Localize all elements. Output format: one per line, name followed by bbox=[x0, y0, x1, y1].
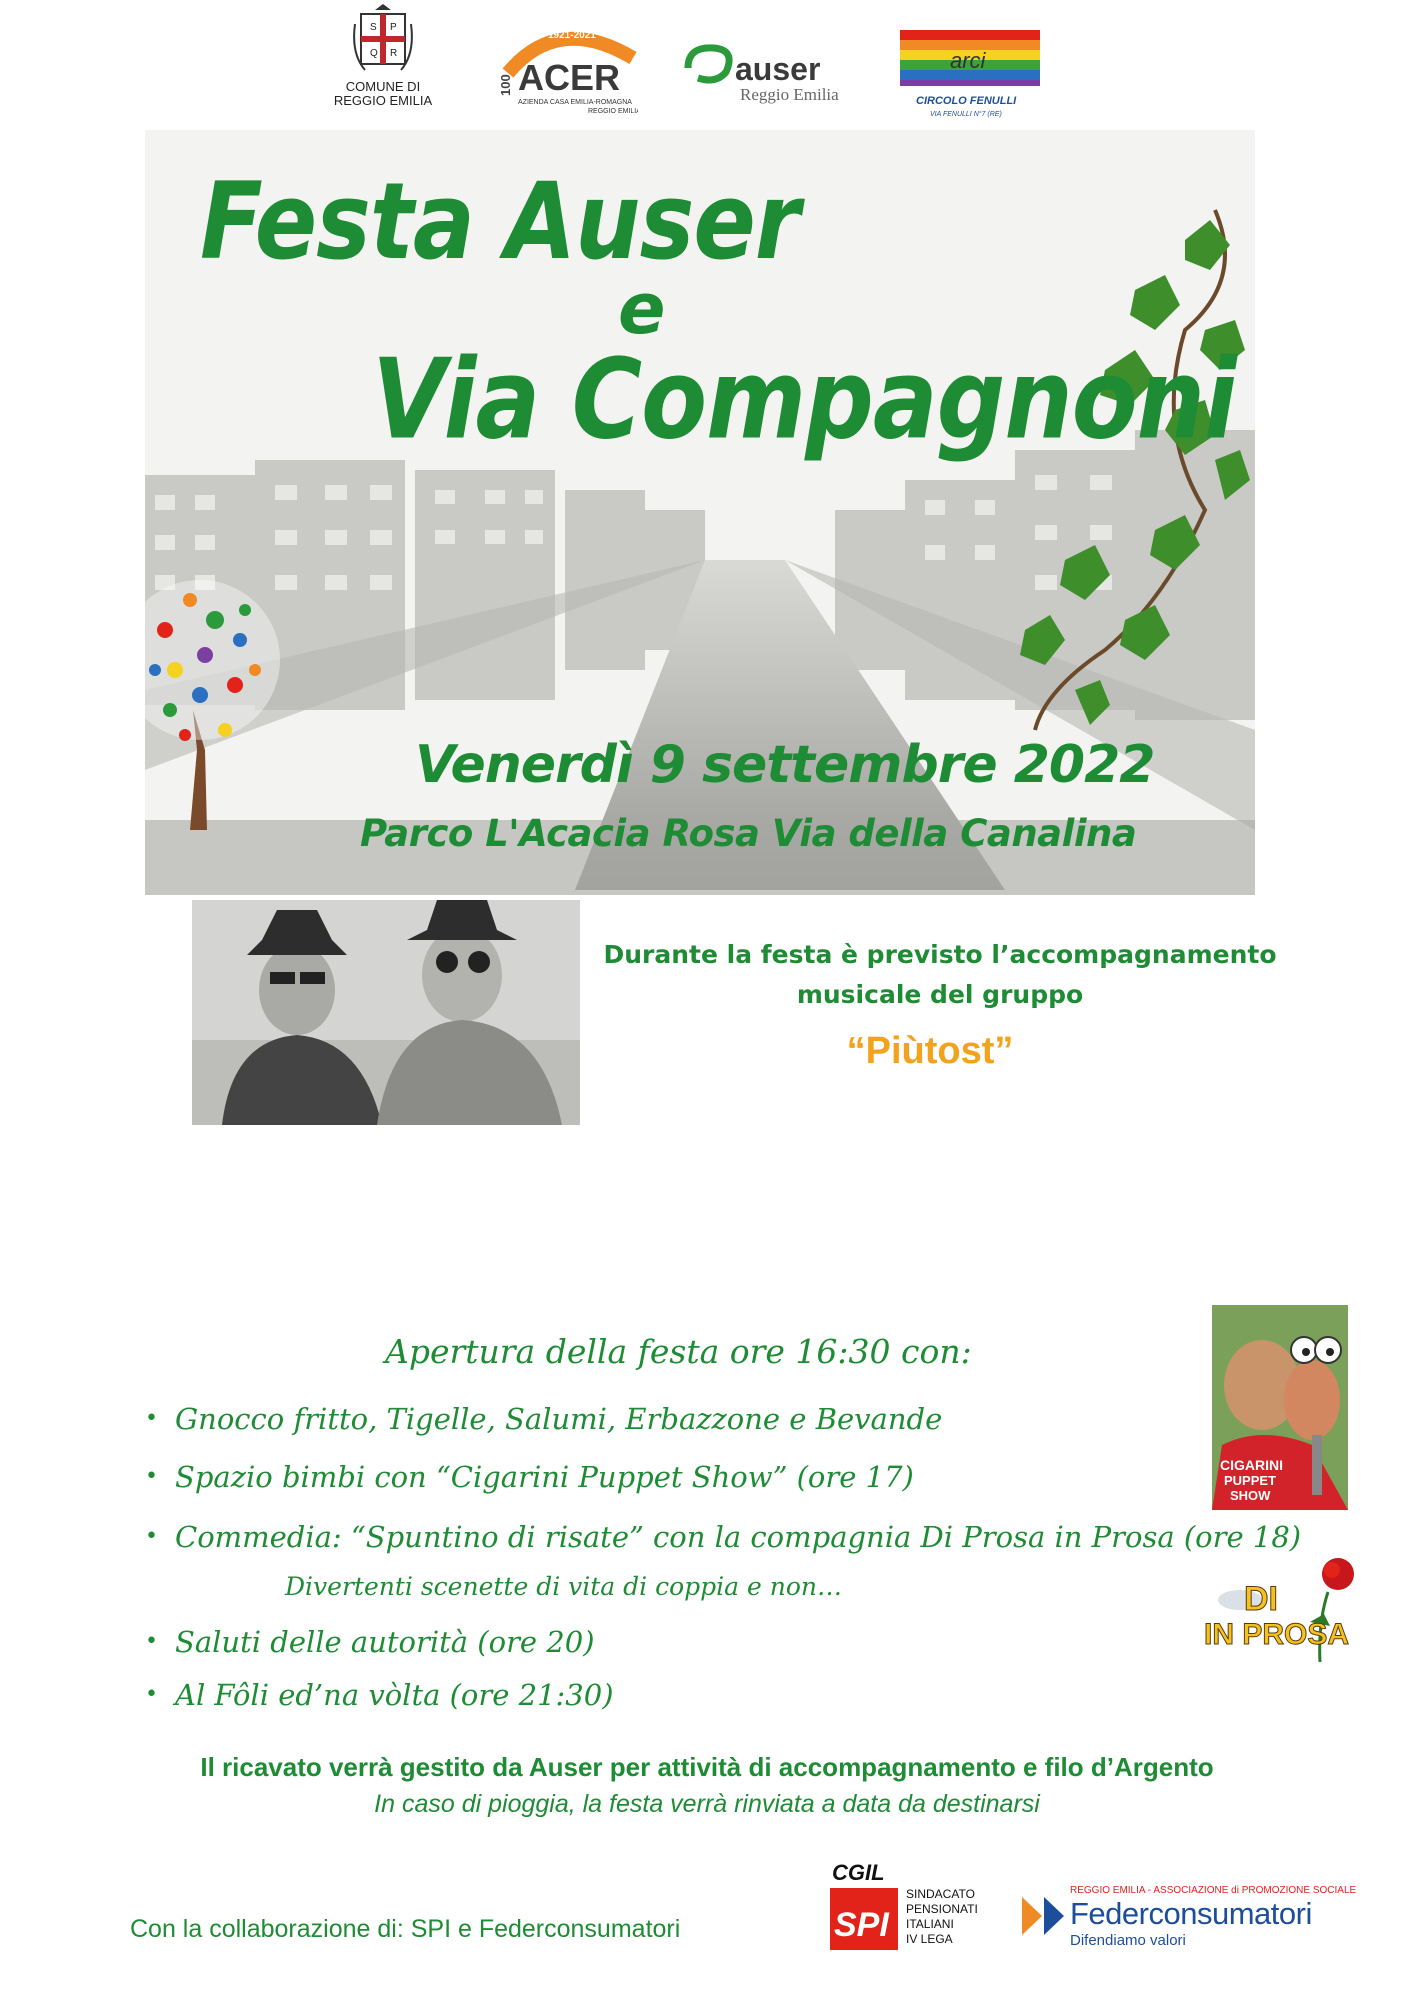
cgil-line3: ITALIANI bbox=[906, 1917, 954, 1931]
title-line-3: Via Compagnoni bbox=[372, 335, 1236, 464]
cgil-spi: SPI bbox=[834, 1906, 889, 1944]
program-item bbox=[145, 1625, 595, 1659]
rain-note: In caso di pioggia, la festa verrà rinviata a data da destinarsi bbox=[374, 1790, 1040, 1818]
acer-logo bbox=[488, 18, 638, 118]
music-intro bbox=[560, 935, 1320, 1015]
arci-name: arci bbox=[950, 48, 986, 73]
music-intro-line1: Durante la festa è previsto l’accompagnamento bbox=[603, 940, 1277, 969]
di-prosa-in-prosa-logo bbox=[1200, 1552, 1365, 1670]
bullet-icon: • bbox=[145, 1524, 158, 1549]
cgil-top: CGIL bbox=[832, 1860, 885, 1885]
program-item bbox=[145, 1678, 614, 1712]
collaboration-note: Con la collaborazione di: SPI e Federconsumatori bbox=[130, 1915, 681, 1943]
acer-prefix: 100 bbox=[498, 74, 513, 96]
comune-line2: REGGIO EMILIA bbox=[333, 93, 433, 108]
title-line-1: Festa Auser bbox=[200, 160, 800, 284]
program-item-text: Al Fôli ed’na vòlta (ore 21:30) bbox=[175, 1678, 614, 1712]
program-item-text: Spazio bimbi con “Cigarini Puppet Show” (ore 17) bbox=[175, 1460, 914, 1494]
event-place: Parco L'Acacia Rosa Via della Canalina bbox=[360, 812, 1137, 855]
spqr-crest-icon bbox=[353, 4, 413, 76]
arci-circle: CIRCOLO FENULLI bbox=[916, 95, 1017, 107]
comune-reggio-emilia-logo bbox=[328, 0, 438, 125]
program-heading: Apertura della festa ore 16:30 con: bbox=[385, 1332, 972, 1371]
program-item-text: Commedia: “Spuntino di risate” con la compagnia Di Prosa in Prosa (ore 18) bbox=[175, 1520, 1302, 1554]
event-date: Venerdì 9 settembre 2022 bbox=[415, 735, 1155, 795]
program-item-text: Saluti delle autorità (ore 20) bbox=[175, 1625, 595, 1659]
crest-letter-q: Q bbox=[370, 48, 378, 59]
program-item-text: Gnocco fritto, Tigelle, Salumi, Erbazzone e Bevande bbox=[175, 1402, 943, 1436]
crest-letter-s: S bbox=[370, 22, 377, 33]
acer-subtitle1: AZIENDA CASA EMILIA-ROMAGNA bbox=[518, 99, 632, 106]
program-item bbox=[145, 1520, 1301, 1554]
cgil-line2: PENSIONATI bbox=[906, 1902, 978, 1916]
crest-letter-p: P bbox=[390, 22, 397, 33]
proceeds-note: Il ricavato verrà gestito da Auser per attività di accompagnamento e filo d’Argento bbox=[200, 1752, 1214, 1782]
title-line-2: e bbox=[618, 268, 665, 350]
diprosa-line1: DI bbox=[1244, 1580, 1278, 1618]
cigarini-puppet-show-photo bbox=[1212, 1305, 1348, 1510]
auser-name: auser bbox=[735, 51, 821, 87]
federconsumatori-emblem-icon bbox=[1020, 1893, 1066, 1939]
puppet-sign-line3: SHOW bbox=[1230, 1488, 1271, 1503]
federconsumatori-name: Federconsumatori bbox=[1070, 1896, 1312, 1931]
federconsumatori-tagline: REGGIO EMILIA - ASSOCIAZIONE di PROMOZIONE SOCIALE bbox=[1070, 1885, 1357, 1896]
cgil-line4: IV LEGA bbox=[906, 1932, 953, 1946]
crest-letter-r: R bbox=[390, 48, 398, 59]
comedy-note: Divertenti scenette di vita di coppia e non… bbox=[285, 1572, 843, 1601]
puppet-sign-line2: PUPPET bbox=[1224, 1473, 1277, 1488]
band-name: “Piùtost” bbox=[846, 1030, 1014, 1072]
bullet-icon: • bbox=[145, 1629, 158, 1654]
acer-name: ACER bbox=[518, 57, 621, 98]
bullet-icon: • bbox=[145, 1464, 158, 1489]
bullet-icon: • bbox=[145, 1682, 158, 1707]
cgil-spi-logo bbox=[830, 1858, 980, 1958]
auser-city: Reggio Emilia bbox=[740, 85, 839, 104]
music-intro-line2: musicale del gruppo bbox=[796, 980, 1084, 1009]
program-item bbox=[145, 1402, 942, 1436]
federconsumatori-logo bbox=[1020, 1885, 1357, 1949]
program-item bbox=[145, 1460, 914, 1494]
acer-years: 1921-2021 bbox=[548, 30, 596, 41]
auser-logo bbox=[680, 28, 870, 118]
puppet-sign-line1: CIGARINI bbox=[1220, 1457, 1283, 1473]
acer-subtitle2: REGGIO EMILIA bbox=[588, 108, 638, 115]
arci-address: VIA FENULLI N°7 (RE) bbox=[930, 111, 1002, 118]
federconsumatori-slogan: Difendiamo valori bbox=[1070, 1932, 1186, 1949]
arci-circolo-fenulli-logo bbox=[900, 30, 1040, 120]
bullet-icon: • bbox=[145, 1406, 158, 1431]
diprosa-line2: IN PROSA bbox=[1204, 1618, 1350, 1651]
band-piutost-photo bbox=[192, 900, 580, 1125]
cgil-line1: SINDACATO bbox=[906, 1887, 975, 1901]
comune-line1: COMUNE DI bbox=[345, 79, 421, 94]
